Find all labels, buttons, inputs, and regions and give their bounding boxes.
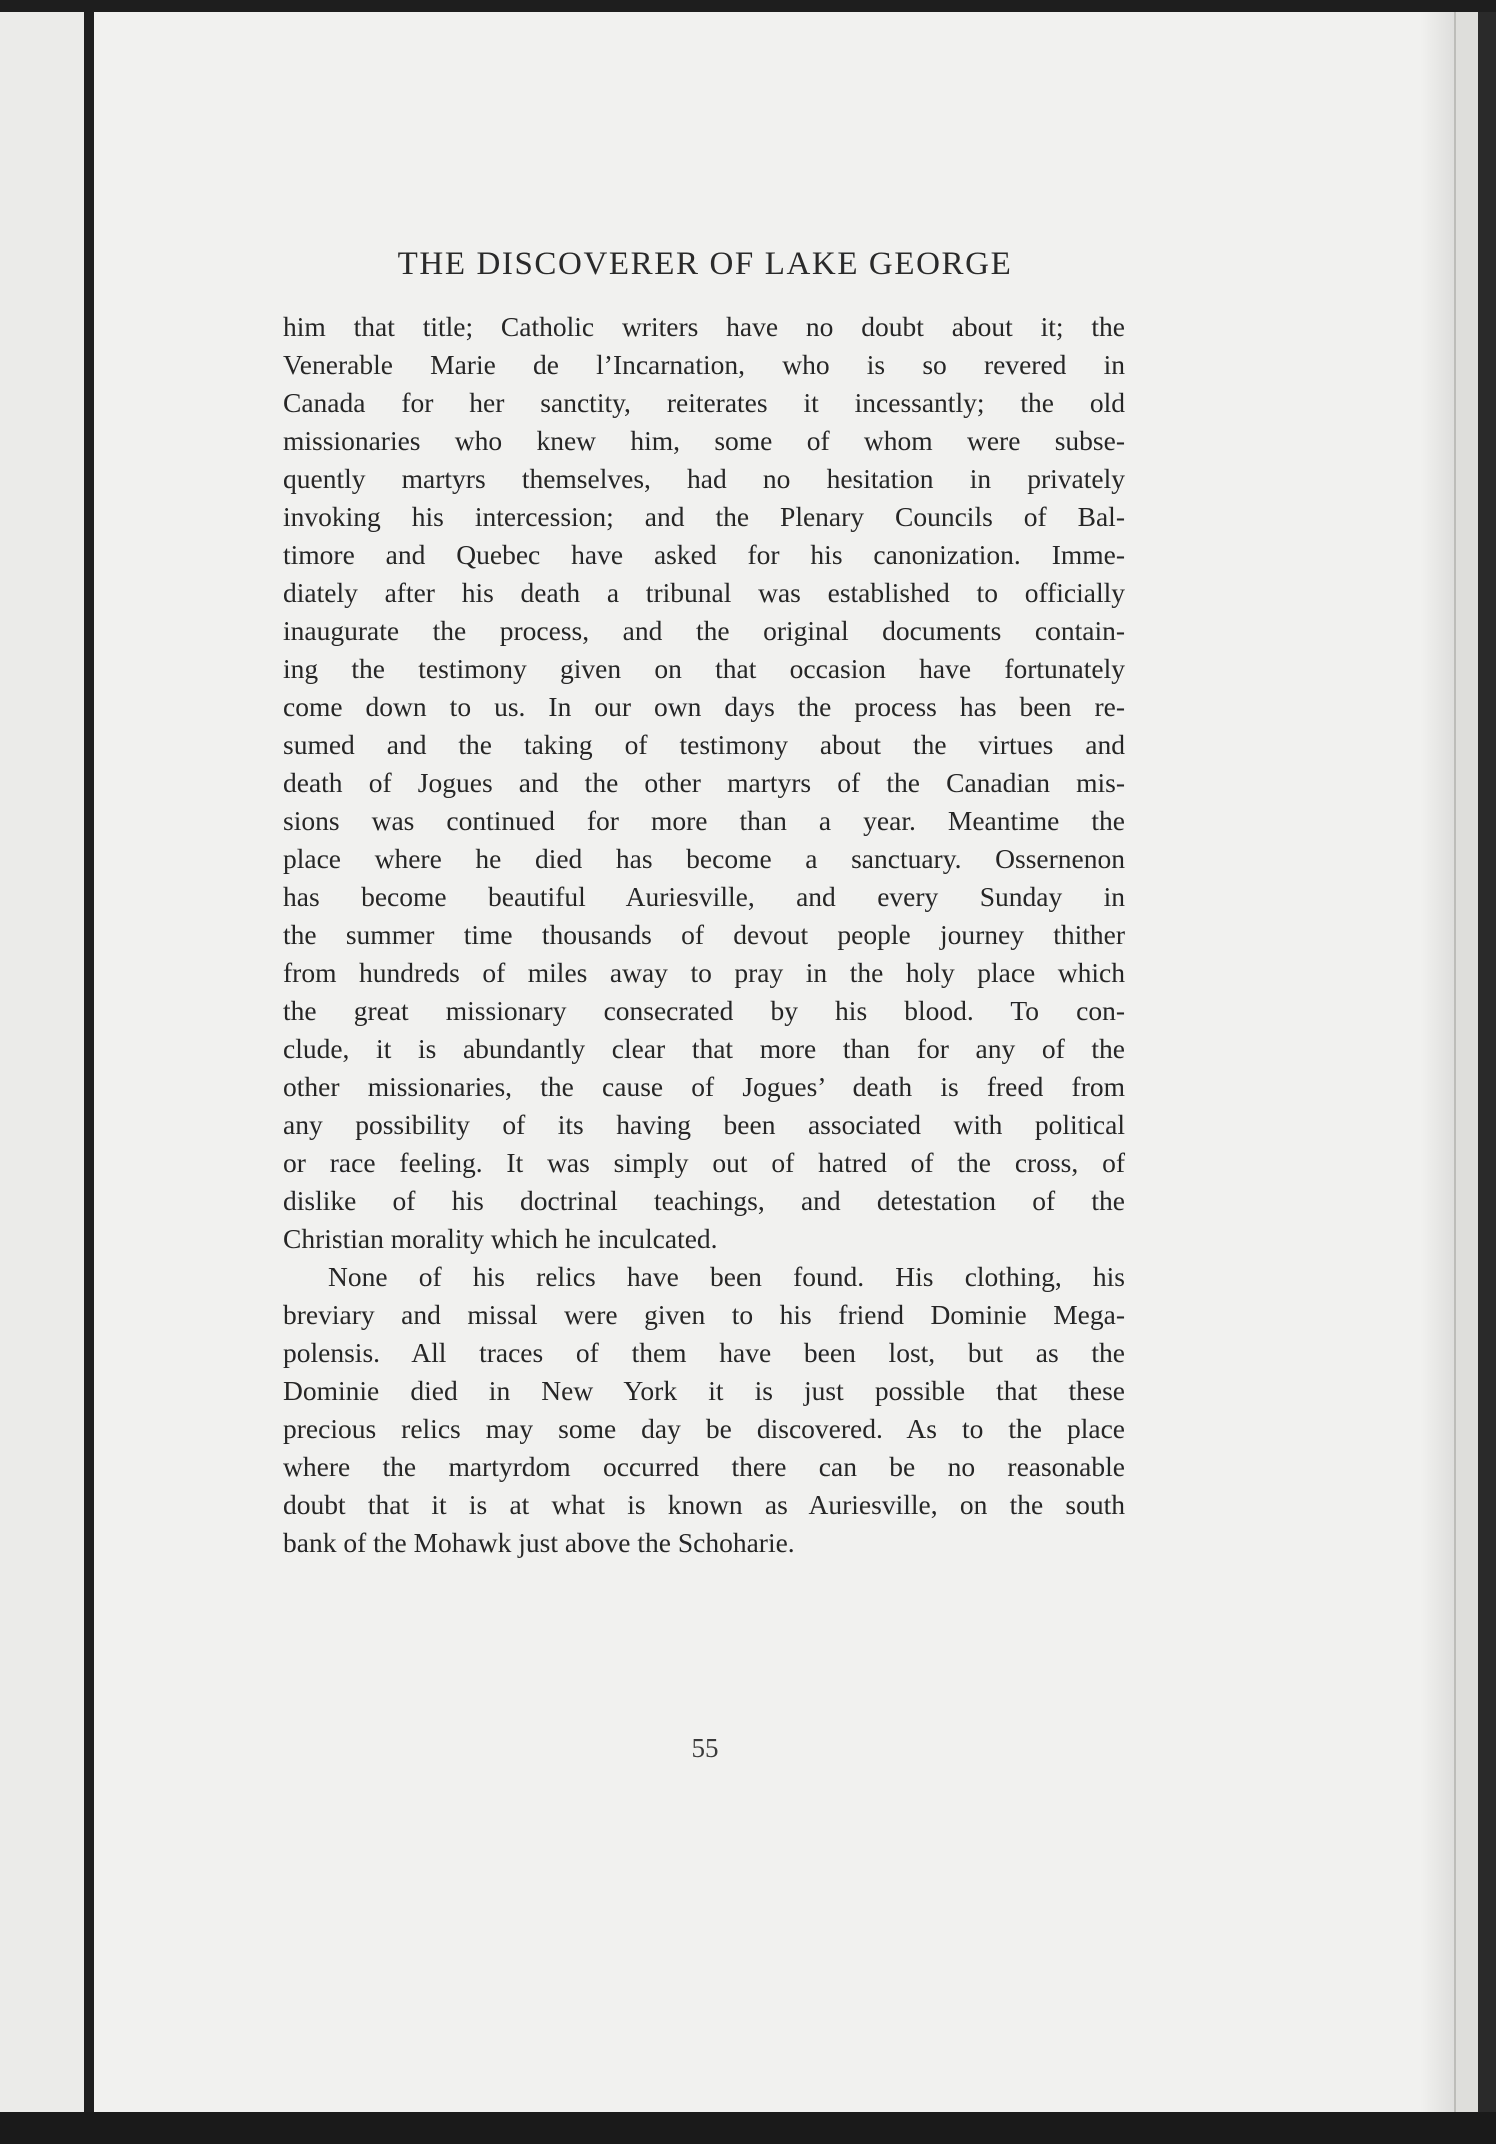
- text-line: place where he died has become a sanctuary. Ossernenon: [283, 843, 1125, 874]
- scan-top-border: [0, 0, 1496, 12]
- text-line: Dominie died in New York it is just possible that these: [283, 1375, 1125, 1406]
- text-line: from hundreds of miles away to pray in the holy place which: [283, 957, 1125, 988]
- text-line: Christian morality which he inculcated.: [283, 1223, 718, 1254]
- text-line: clude, it is abundantly clear that more than for any of the: [283, 1033, 1125, 1064]
- running-head: THE DISCOVERER OF LAKE GEORGE: [397, 246, 1013, 282]
- text-line: quently martyrs themselves, had no hesitation in privately: [283, 463, 1125, 494]
- text-line: or race feeling. It was simply out of hatred of the cross, of: [283, 1147, 1125, 1178]
- text-line: breviary and missal were given to his friend Dominie Mega-: [283, 1299, 1125, 1330]
- text-line: precious relics may some day be discovered. As to the place: [283, 1413, 1125, 1444]
- paragraph-2: [283, 1258, 1125, 1562]
- paragraph-1: [283, 308, 1125, 1258]
- text-line: come down to us. In our own days the process has been re-: [283, 691, 1125, 722]
- text-line: dislike of his doctrinal teachings, and detestation of the: [283, 1185, 1125, 1216]
- text-line: the summer time thousands of devout people journey thither: [283, 919, 1125, 950]
- text-line: other missionaries, the cause of Jogues’ death is freed from: [283, 1071, 1125, 1102]
- text-line: invoking his intercession; and the Plenary Councils of Bal-: [283, 501, 1125, 532]
- page-number: 55: [691, 1733, 719, 1763]
- text-line: inaugurate the process, and the original documents contain-: [283, 615, 1125, 646]
- body-text: [283, 308, 1125, 1562]
- text-line: Canada for her sanctity, reiterates it incessantly; the old: [283, 387, 1125, 418]
- scan-bottom-border: [0, 2112, 1496, 2144]
- text-line: where the martyrdom occurred there can be no reasonable: [283, 1451, 1125, 1482]
- text-line: ing the testimony given on that occasion have fortunately: [283, 653, 1125, 684]
- text-line: None of his relics have been found. His clothing, his: [328, 1261, 1125, 1292]
- text-line: him that title; Catholic writers have no doubt about it; the: [283, 311, 1125, 342]
- page-fore-edge: [1454, 12, 1480, 2112]
- text-line: doubt that it is at what is known as Auriesville, on the south: [283, 1489, 1125, 1520]
- text-line: polensis. All traces of them have been lost, but as the: [283, 1337, 1125, 1368]
- previous-page-edge: [0, 12, 84, 2112]
- text-line: timore and Quebec have asked for his canonization. Imme-: [283, 539, 1125, 570]
- book-spine: [84, 12, 94, 2112]
- text-line: Venerable Marie de l’Incarnation, who is so revered in: [283, 349, 1125, 380]
- text-line: sumed and the taking of testimony about the virtues and: [283, 729, 1125, 760]
- text-line: bank of the Mohawk just above the Schoharie.: [283, 1527, 795, 1558]
- text-line: sions was continued for more than a year. Meantime the: [283, 805, 1125, 836]
- text-line: any possibility of its having been associated with political: [283, 1109, 1125, 1140]
- text-line: death of Jogues and the other martyrs of the Canadian mis-: [283, 767, 1125, 798]
- text-line: missionaries who knew him, some of whom were subse-: [283, 425, 1125, 456]
- text-line: the great missionary consecrated by his blood. To con-: [283, 995, 1125, 1026]
- text-line: diately after his death a tribunal was established to officially: [283, 577, 1125, 608]
- scan-right-border: [1478, 12, 1496, 2112]
- text-line: has become beautiful Auriesville, and every Sunday in: [283, 881, 1125, 912]
- page-shadow: [1420, 12, 1454, 2112]
